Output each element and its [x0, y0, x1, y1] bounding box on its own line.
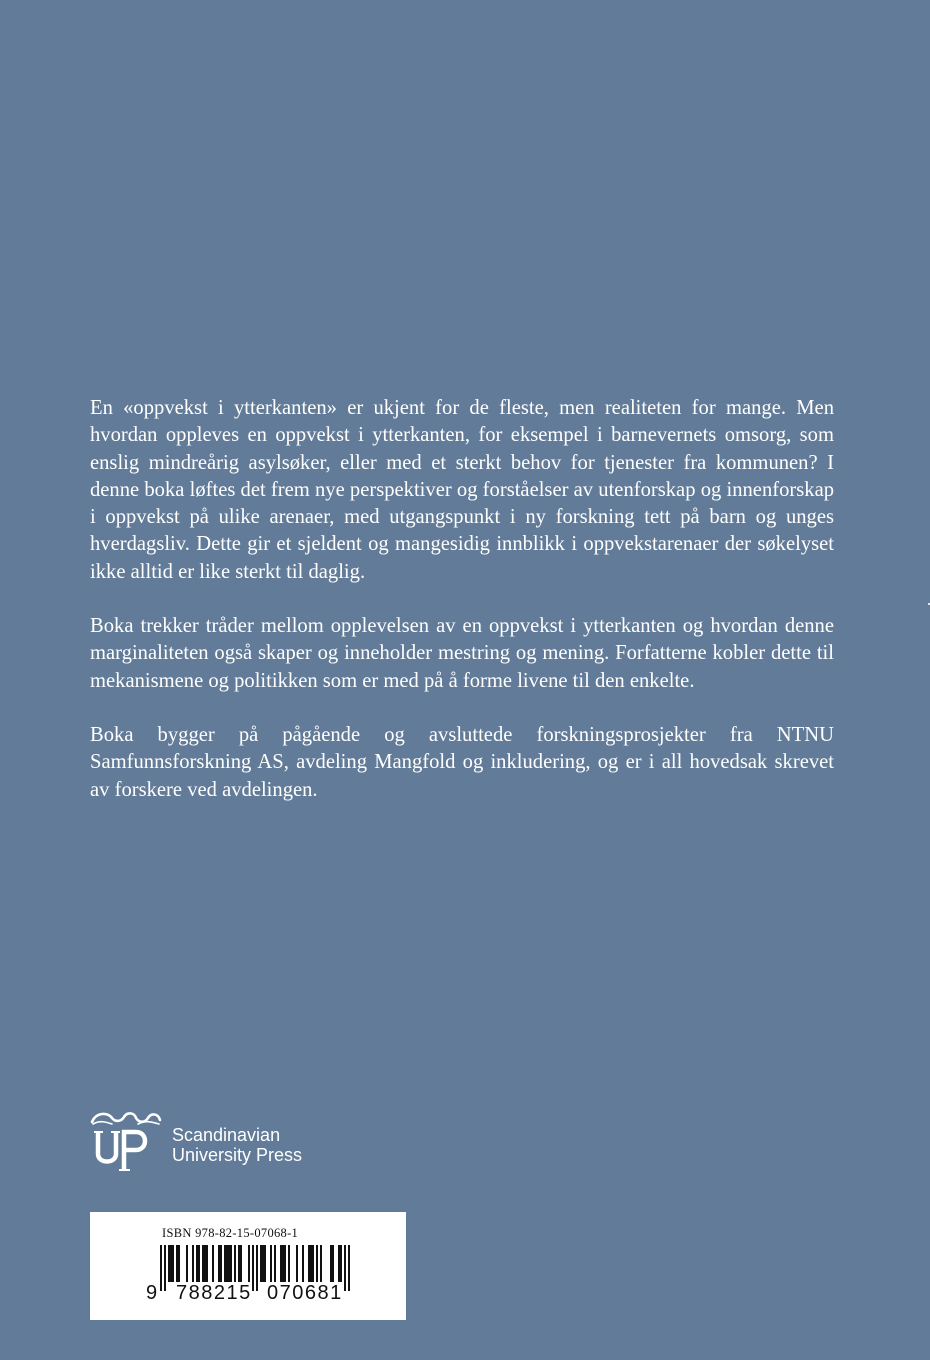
- barcode-bar: [302, 1245, 304, 1282]
- barcode-bar: [226, 1245, 228, 1282]
- barcode-bar: [202, 1245, 204, 1282]
- barcode-digit-group-2: 070681: [267, 1282, 343, 1304]
- barcode-bar: [198, 1245, 200, 1282]
- barcode-digit-group-1: 788215: [176, 1282, 252, 1304]
- barcode-bar: [252, 1245, 254, 1291]
- barcode-bar: [308, 1245, 310, 1282]
- back-cover-blurb: [90, 395, 834, 804]
- publisher-block: [90, 1108, 302, 1174]
- blurb-paragraph-3: Boka bygger på pågående og avsluttede forskningsprosjekter fra NTNU Samfunnsforskning AS, avdeling Mangfold og inkludering, og er i all hovedsak skrevet av forskere ved avdelingen.: [90, 723, 834, 801]
- barcode-bar: [234, 1245, 236, 1282]
- barcode-bar: [280, 1245, 282, 1282]
- publisher-name: [172, 1125, 302, 1165]
- isbn-barcode-box: [90, 1212, 406, 1320]
- barcode-bar: [332, 1245, 334, 1282]
- blurb-paragraph-2: Boka trekker tråder mellom opplevelsen av en oppvekst i ytterkanten og hvordan denne marginaliteten også skaper og inneholder mestring og mening. Forfatterne kobler dette til mekanismene og politikken som er med på å forme livene til den enkelte.: [90, 615, 834, 692]
- isbn-label: ISBN 978-82-15-07068-1: [162, 1226, 299, 1240]
- barcode-bar: [274, 1245, 276, 1282]
- barcode-bar: [240, 1245, 242, 1282]
- barcode-bar: [204, 1245, 206, 1282]
- barcode-bar: [218, 1245, 220, 1282]
- barcode-bar: [186, 1245, 188, 1282]
- barcode-bar: [310, 1245, 312, 1282]
- barcode-bar: [296, 1245, 298, 1282]
- barcode-bar: [262, 1245, 264, 1282]
- barcode-bar: [312, 1245, 314, 1282]
- publisher-name-line-2: University Press: [172, 1145, 303, 1165]
- barcode-bar: [282, 1245, 284, 1282]
- publisher-name-line-1: Scandinavian: [172, 1125, 281, 1145]
- barcode-bar: [224, 1245, 226, 1282]
- barcode-bar: [248, 1245, 250, 1282]
- barcode-bar: [340, 1245, 342, 1282]
- barcode-digit-first: 9: [146, 1282, 158, 1304]
- barcode-bar: [228, 1245, 230, 1282]
- barcode-bar: [330, 1245, 332, 1282]
- barcode-bar: [316, 1245, 318, 1282]
- barcode-bar: [178, 1245, 180, 1282]
- blurb-paragraph-1: En «oppvekst i ytterkanten» er ukjent for de fleste, men realiteten for mange. Men hvordan oppleves en oppvekst i ytterkanten, for eksempel i barnevernets omsorg, som enslig mindreårig asylsøker, eller med et sterkt behov for tjenester fra kommunen? I denne boka løftes det frem nye perspektiver og forståelser av utenforskap og innenforskap i oppvekst på ulike arenaer, med utgangspunkt i ny forskning tett på barn og unges hverdagsliv. Dette gir et sjeldent og mangesidig innblikk i oppvekstarenaer der søkelyset ikke alltid er like sterkt til daglig.: [90, 397, 834, 583]
- barcode-bar: [170, 1245, 172, 1282]
- barcode-bar: [270, 1245, 272, 1282]
- barcode-bar: [206, 1245, 208, 1282]
- barcode-bar: [284, 1245, 286, 1282]
- barcode-bar: [344, 1245, 346, 1291]
- barcode-bar: [288, 1245, 290, 1282]
- barcode-bar: [264, 1245, 266, 1282]
- barcode-bar: [256, 1245, 258, 1291]
- barcode-bar: [238, 1245, 240, 1282]
- publisher-logo: [90, 1108, 162, 1172]
- barcode-bar: [320, 1245, 322, 1282]
- barcode-bar: [338, 1245, 340, 1282]
- barcode-bar: [172, 1245, 174, 1282]
- barcode-bar: [260, 1245, 262, 1282]
- barcode-bar: [192, 1245, 194, 1282]
- barcode-bar: [196, 1245, 198, 1282]
- barcode-bar: [348, 1245, 350, 1291]
- barcode-bar: [164, 1245, 166, 1291]
- barcode-bar: [160, 1245, 162, 1291]
- barcode-bar: [220, 1245, 222, 1282]
- barcode-bar: [176, 1245, 178, 1282]
- barcode-bar: [168, 1245, 170, 1282]
- barcode-bar: [212, 1245, 214, 1282]
- barcode-bar: [230, 1245, 232, 1282]
